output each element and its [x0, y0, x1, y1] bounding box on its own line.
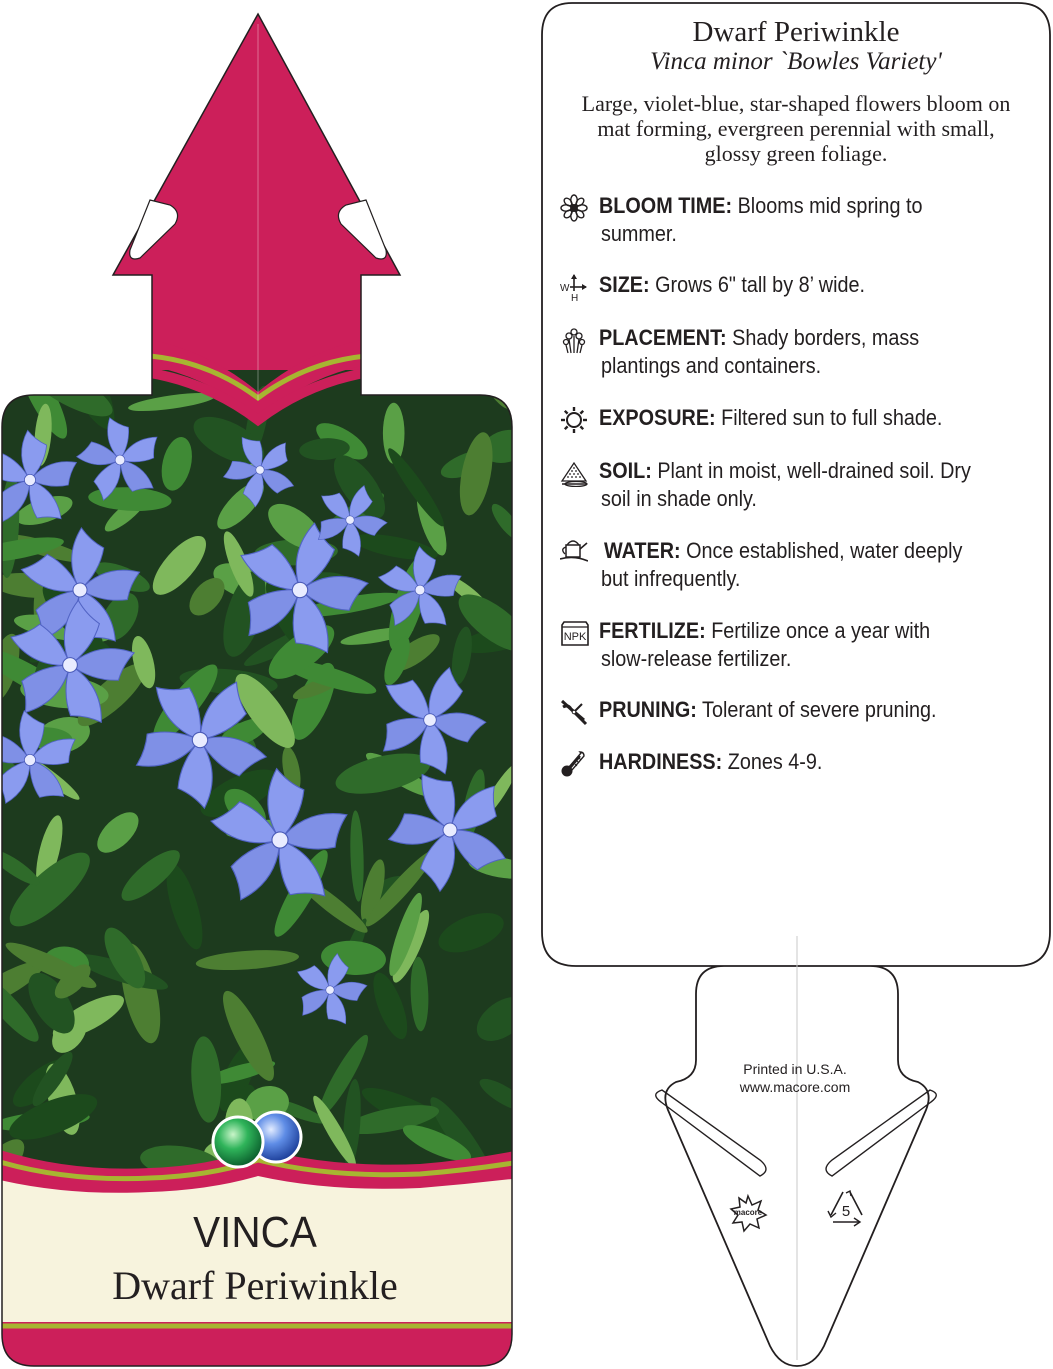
fertilizer-bag-icon — [560, 619, 590, 647]
plant-description — [546, 91, 1046, 166]
watering-can-icon — [560, 535, 588, 563]
care-label: WATER: — [604, 538, 681, 563]
care-text-cont: but infrequently. — [601, 566, 741, 591]
care-text-cont: plantings and containers. — [601, 353, 822, 378]
svg-text:W: W — [560, 283, 570, 294]
care-label: FERTILIZE: — [599, 618, 706, 643]
care-label: PRUNING: — [599, 697, 697, 722]
care-text: Filtered sun to full shade. — [721, 405, 943, 430]
care-label: PLACEMENT: — [599, 325, 727, 350]
care-text: Shady borders, mass — [732, 325, 920, 350]
thermometer-icon — [560, 750, 588, 778]
plants-icon — [560, 326, 588, 354]
sun-icon — [560, 406, 588, 434]
pruners-icon — [560, 698, 588, 726]
care-text: Once established, water deeply — [686, 538, 963, 563]
flower-icon — [560, 194, 588, 222]
svg-text:macore: macore — [733, 1208, 763, 1217]
website-url: www.macore.com — [739, 1079, 851, 1095]
botanical-name: Vinca minor `Bowles Variety' — [650, 48, 942, 75]
green-color-ball — [213, 1117, 263, 1167]
description-line: glossy green foliage. — [704, 141, 888, 166]
common-name: Dwarf Periwinkle — [692, 16, 900, 48]
care-text-cont: slow-release fertilizer. — [601, 646, 792, 671]
printed-in-usa: Printed in U.S.A. — [743, 1061, 847, 1077]
front-plant-title: VINCA — [193, 1208, 317, 1257]
care-text: Fertilize once a year with — [711, 618, 931, 643]
svg-text:5: 5 — [841, 1203, 851, 1220]
care-label: HARDINESS: — [599, 749, 723, 774]
care-text: Grows 6" tall by 8’ wide. — [655, 272, 866, 297]
svg-text:H: H — [571, 293, 579, 301]
care-text: Plant in moist, well-drained soil. Dry — [657, 458, 971, 483]
description-line: Large, violet-blue, star-shaped flowers bloom on — [581, 91, 1011, 116]
soil-pile-icon — [560, 459, 588, 487]
care-text: Blooms mid spring to — [737, 193, 923, 218]
care-label: EXPOSURE: — [599, 405, 716, 430]
care-text-cont: soil in shade only. — [601, 486, 757, 511]
svg-text:NPK: NPK — [563, 631, 587, 643]
care-text: Tolerant of severe pruning. — [702, 697, 937, 722]
care-text-cont: summer. — [601, 221, 677, 246]
description-line: mat forming, evergreen perennial with small, — [597, 116, 995, 141]
size-arrows-icon — [560, 273, 588, 301]
care-label: SIZE: — [599, 272, 650, 297]
front-plant-subtitle: Dwarf Periwinkle — [112, 1263, 398, 1308]
care-label: BLOOM TIME: — [599, 193, 733, 218]
care-text: Zones 4-9. — [727, 749, 823, 774]
care-label: SOIL: — [599, 458, 652, 483]
